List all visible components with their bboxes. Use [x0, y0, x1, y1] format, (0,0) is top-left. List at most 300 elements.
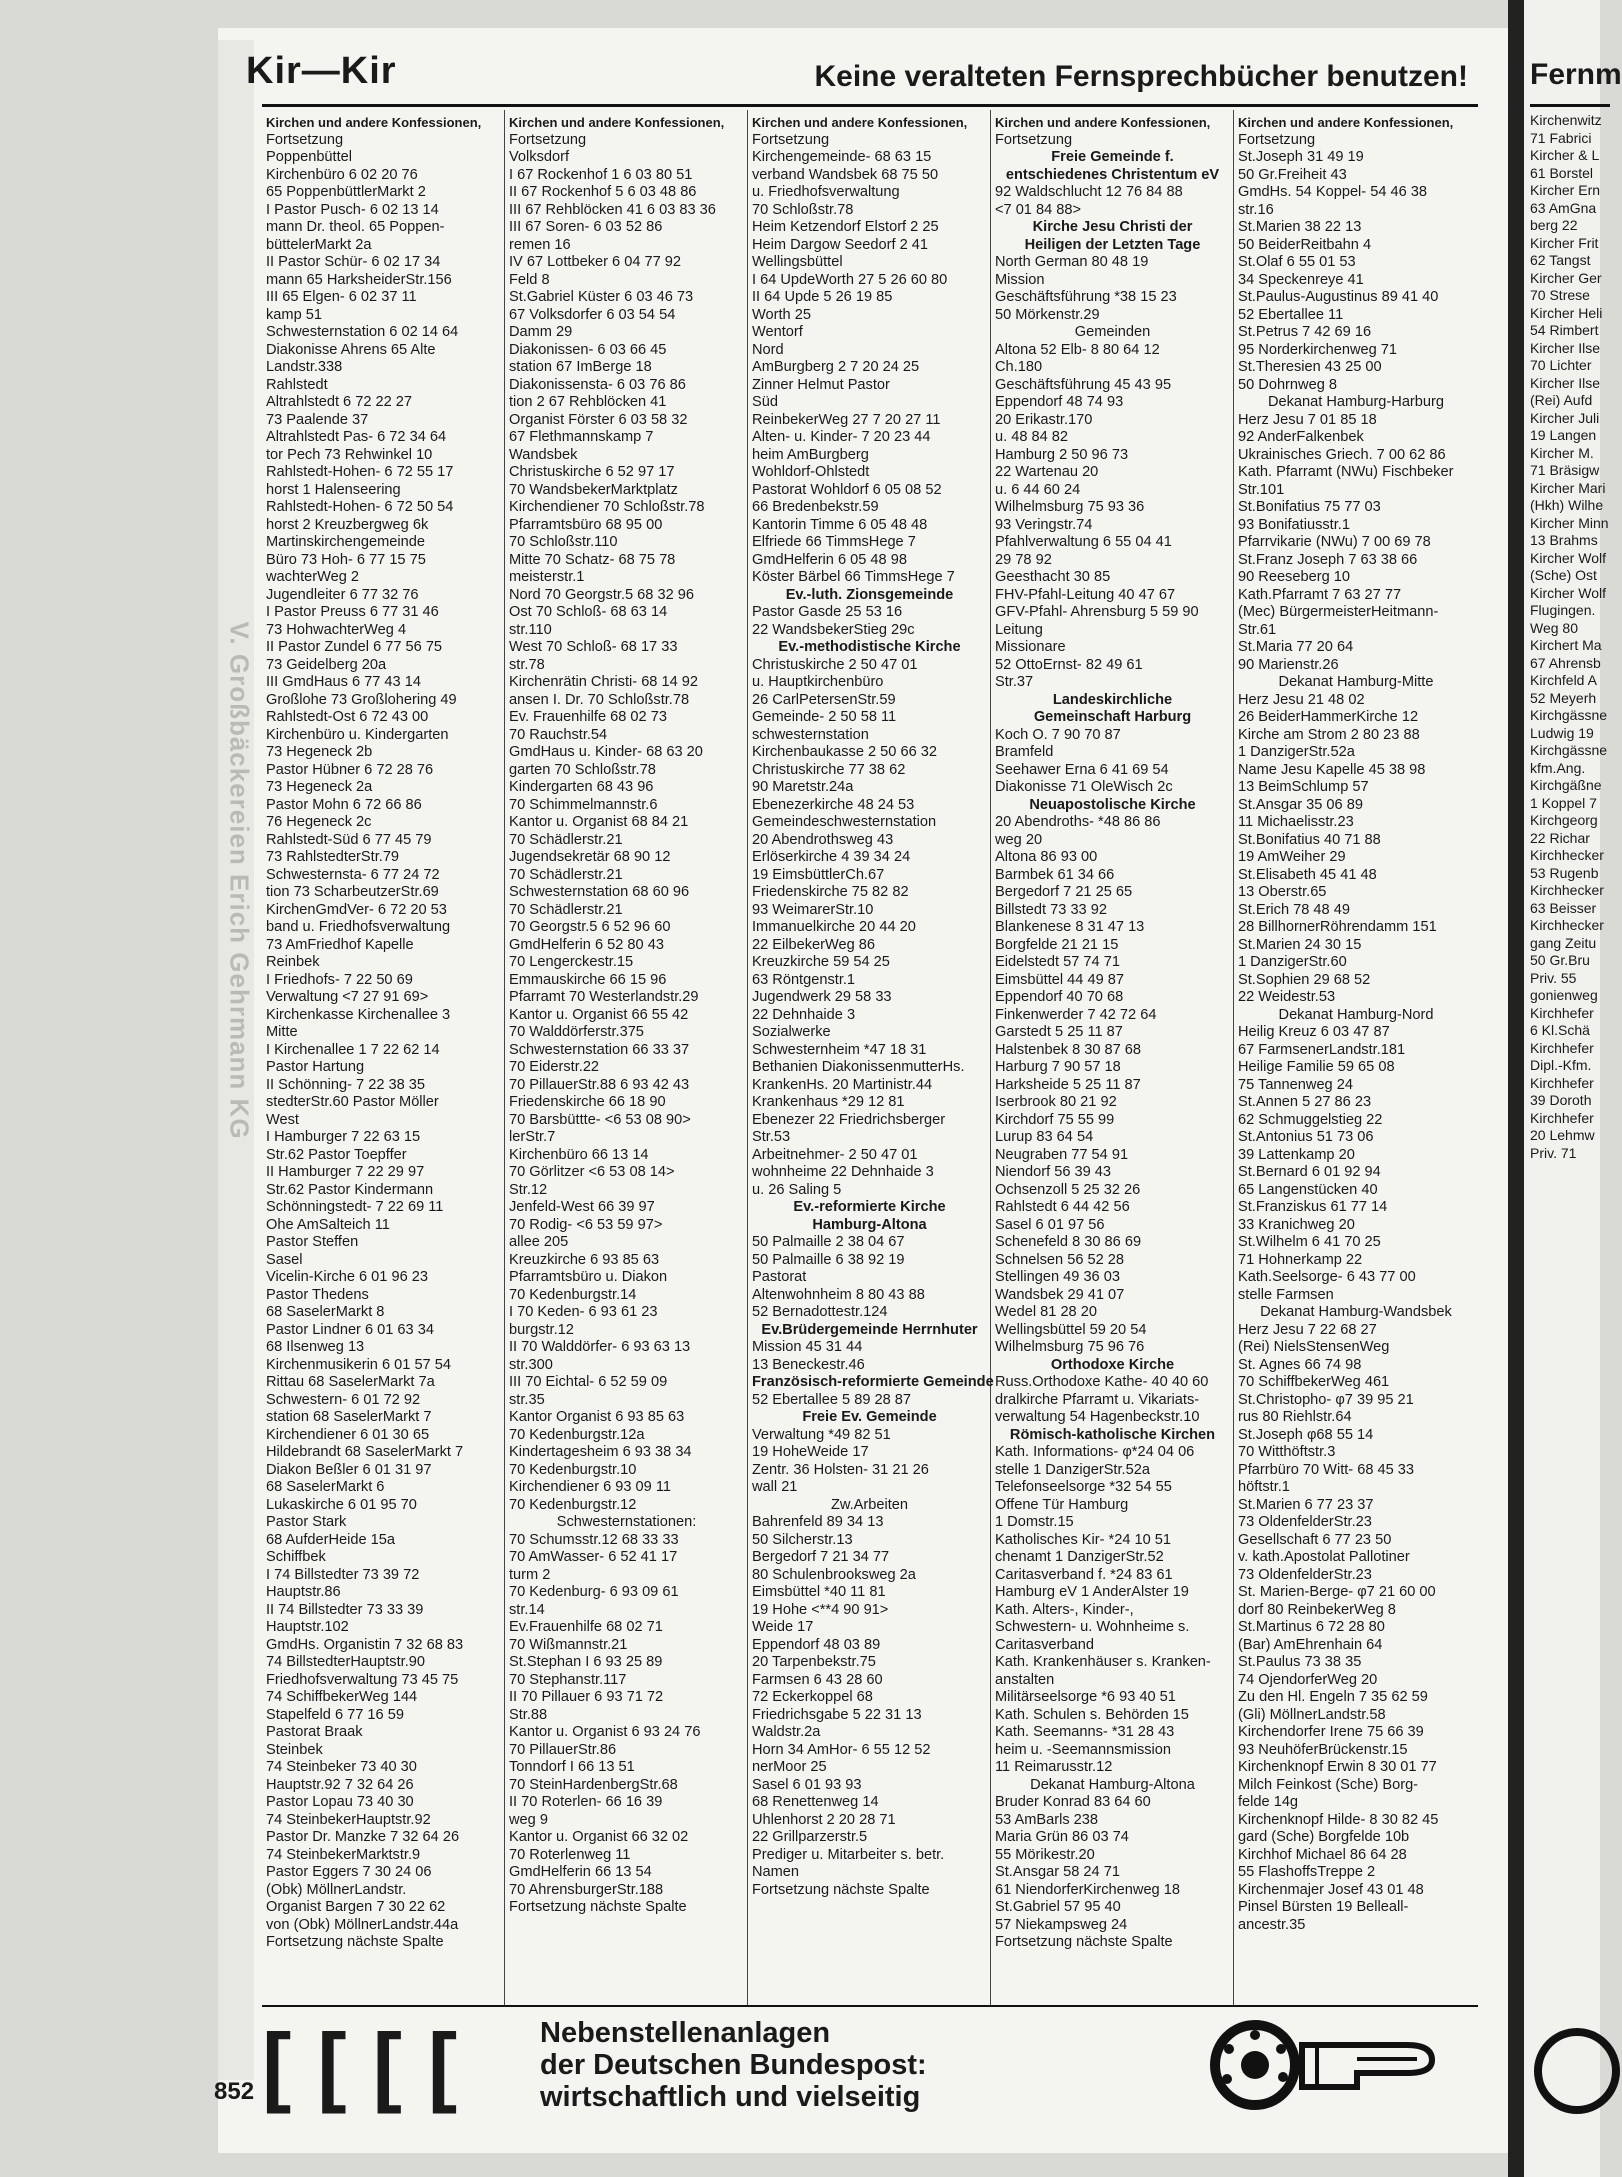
section-heading: Dekanat Hamburg-Mitte	[1278, 674, 1434, 690]
facing-page-line: 53 Rugenb	[1530, 864, 1599, 881]
listing-line: Kirche am Strom 2 80 23 88	[1238, 726, 1420, 743]
listing-line: 90 Marienstr.26	[1238, 656, 1339, 673]
listing-line: 52 Ebertallee 11	[1238, 306, 1344, 323]
listing-line: GmdHelferin 66 13 54	[509, 1864, 652, 1880]
listing-line: Christuskirche 6 52 97 17	[509, 464, 675, 480]
listing-line: Stapelfeld 6 77 16 59	[266, 1706, 404, 1723]
listing-line: Pastor Mohn 6 72 66 86	[266, 796, 422, 813]
listing-line: St.Wilhelm 6 41 70 25	[1238, 1234, 1381, 1250]
listing-line: 92 AnderFalkenbek	[1238, 429, 1364, 445]
facing-page-line: 70 Strese	[1530, 287, 1590, 303]
facing-page-line: 1 Koppel 7	[1530, 794, 1597, 811]
listing-line: stelle 1 DanzigerStr.52a	[995, 1461, 1150, 1478]
listing-line: 28 BillhornerRöhrendamm 151	[1238, 919, 1437, 935]
listing-line: Gesellschaft 6 77 23 50	[1238, 1531, 1392, 1548]
listing-line: 65 PoppenbüttlerMarkt 2	[266, 184, 426, 200]
listing-line: kamp 51	[266, 306, 322, 323]
listing-line: Schiffbek	[266, 1549, 326, 1565]
listing-line: III GmdHaus 6 77 43 14	[266, 674, 421, 690]
listing-line: 22 Dehnhaide 3	[752, 1006, 856, 1023]
listing-line: Eidelstedt 57 74 71	[995, 954, 1120, 970]
listing-line: Ebenezer 22 Friedrichsberger	[752, 1111, 946, 1128]
listing-line: St.Antonius 51 73 06	[1238, 1129, 1374, 1145]
listing-line: Kirchendiener 70 Schloßstr.78	[509, 499, 705, 515]
listing-line: Pastor Hübner 6 72 28 76	[266, 761, 434, 778]
listing-line: 70 Wißmannstr.21	[509, 1636, 628, 1653]
facing-page-line: Kircher M.	[1530, 444, 1594, 461]
listing-line: Kirchenbüro 6 02 20 76	[266, 166, 418, 183]
listing-line: Billstedt 73 33 92	[995, 901, 1107, 918]
listing-line: St.Olaf 6 55 01 53	[1238, 254, 1356, 270]
facing-page-line: 63 Beisser	[1530, 899, 1597, 916]
listing-line: Jugendleiter 6 77 32 76	[266, 586, 419, 603]
section-heading: Hamburg-Altona	[812, 1216, 927, 1233]
listing-line: II Pastor Schür- 6 02 17 34	[266, 254, 441, 270]
listing-line: 95 Norderkirchenweg 71	[1238, 341, 1397, 358]
listing-line: Kantor u. Organist 68 84 21	[509, 814, 689, 830]
listing-line: 73 OldenfelderStr.23	[1238, 1514, 1372, 1530]
listing-line: wachterWeg 2	[266, 569, 360, 585]
listing-line: 70 Görlitzer <6 53 08 14>	[509, 1164, 675, 1180]
listing-line: Alten- u. Kinder- 7 20 23 44	[752, 429, 931, 445]
listing-line: ancestr.35	[1238, 1916, 1306, 1933]
section-heading: Landeskirchliche	[1052, 691, 1173, 708]
listing-line: (Gli) MöllnerLandstr.58	[1238, 1706, 1386, 1723]
listing-line: 73 HohwachterWeg 4	[266, 621, 407, 638]
listing-line: Str.62 Pastor Kindermann	[266, 1181, 434, 1198]
listing-line: Feld 8	[509, 271, 550, 288]
listing-line: West 70 Schloß- 68 17 33	[509, 639, 678, 655]
listing-line: 93 Bonifatiusstr.1	[1238, 516, 1350, 533]
listing-line: 70 Rauchstr.54	[509, 726, 608, 743]
listing-line: 80 Schulenbrooksweg 2a	[752, 1566, 916, 1583]
listing-line: 20 Erikastr.170	[995, 411, 1093, 428]
listing-line: Ev.Frauenhilfe 68 02 71	[509, 1619, 663, 1635]
listing-line: II Hamburger 7 22 29 97	[266, 1164, 425, 1180]
listing-line: wall 21	[752, 1479, 798, 1495]
listing-line: 70 Schimmelmannstr.6	[509, 796, 658, 813]
listing-line: Ukrainisches Griech. 7 00 62 86	[1238, 446, 1446, 463]
listing-line: II Pastor Zundel 6 77 56 75	[266, 639, 443, 655]
listing-line: 13 Oberstr.65	[1238, 884, 1327, 900]
listing-line: Kirchenbaukasse 2 50 66 32	[752, 744, 937, 760]
listing-line: Süd	[752, 394, 778, 410]
listing-line: 70 PillauerStr.86	[509, 1741, 617, 1758]
listing-line: 93 WeimarerStr.10	[752, 901, 874, 918]
listing-line: Rahlstedt-Hohen- 6 72 55 17	[266, 464, 454, 480]
listing-line: Pinsel Bürsten 19 Belleall-	[1238, 1899, 1409, 1915]
listing-line: Schwestern- u. Wohnheime s.	[995, 1619, 1190, 1635]
column-heading: Kirchen und andere Konfessionen,	[266, 115, 482, 130]
facing-page-line: Kircher Ger	[1530, 269, 1602, 286]
listing-line: 70 PillauerStr.88 6 93 42 43	[509, 1076, 690, 1093]
facing-page-line: Kirchfeld A	[1530, 672, 1597, 688]
listing-line: Ohe AmSalteich 11	[266, 1216, 390, 1233]
facing-page-line: (Sche) Ost	[1530, 567, 1597, 583]
listing-line: schwesternstation	[752, 726, 869, 743]
listing-line: Gemeindeschwesternstation	[752, 814, 937, 830]
listing-line: 1 DanzigerStr.60	[1238, 954, 1347, 970]
section-heading: Orthodoxe Kirche	[1050, 1356, 1175, 1373]
rotary-phone-hand-icon	[1207, 2015, 1447, 2115]
listing-line: Fortsetzung	[509, 131, 587, 148]
listing-line: 50 Mörkenstr.29	[995, 306, 1100, 323]
facing-page-dial-icon	[1534, 2028, 1620, 2114]
listing-line: Wilhelmsburg 75 96 76	[995, 1339, 1145, 1355]
facing-page-line: Kirchhefer	[1530, 1074, 1594, 1091]
listing-line: Kantorin Timme 6 05 48 48	[752, 516, 928, 533]
listing-line: Pastorat	[752, 1269, 807, 1285]
listing-line: Rahlstedt-Ost 6 72 43 00	[266, 709, 429, 725]
listing-line: I 67 Rockenhof 1 6 03 80 51	[509, 166, 693, 183]
listing-line: Iserbrook 80 21 92	[995, 1094, 1117, 1110]
listing-line: Kath. Informations- φ*24 04 06	[995, 1444, 1195, 1460]
listing-line: Kantor u. Organist 66 55 42	[509, 1006, 689, 1023]
listing-line: 73 Geidelberg 20a	[266, 656, 387, 673]
listing-line: mann Dr. theol. 65 Poppen-	[266, 219, 445, 235]
listing-line: verband Wandsbek 68 75 50	[752, 166, 939, 183]
listing-line: 74 SchiffbekerWeg 144	[266, 1689, 418, 1705]
listing-line: allee 205	[509, 1234, 569, 1250]
listing-line: 22 Weidestr.53	[1238, 989, 1336, 1005]
listing-line: North German 80 48 19	[995, 254, 1149, 270]
listing-line: Caritasverband f. *24 83 61	[995, 1566, 1173, 1583]
listing-line: 70 Kedenburgstr.14	[509, 1286, 637, 1303]
listing-line: Zu den Hl. Engeln 7 35 62 59	[1238, 1689, 1428, 1705]
listing-line: Fortsetzung	[266, 131, 344, 148]
facing-page-line: Kirchgässne	[1530, 742, 1608, 758]
listing-line: Kirchenmajer Josef 43 01 48	[1238, 1881, 1424, 1898]
listing-line: 90 Reeseberg 10	[1238, 569, 1350, 585]
listing-line: Neugraben 77 54 91	[995, 1146, 1129, 1163]
listing-line: 70 AhrensburgerStr.188	[509, 1881, 664, 1898]
listing-line: u. 26 Saling 5	[752, 1181, 842, 1198]
listing-line: Reinbek	[266, 954, 320, 970]
listing-line: Christuskirche 2 50 47 01	[752, 656, 918, 673]
facing-page-line: 50 Gr.Bru	[1530, 952, 1590, 968]
listing-line: Wellingsbüttel	[752, 254, 843, 270]
listing-line: I 74 Billstedter 73 39 72	[266, 1566, 420, 1583]
listing-line: Weide 17	[752, 1619, 814, 1635]
listing-line: I Pastor Preuss 6 77 31 46	[266, 604, 439, 620]
facing-page-line: 71 Fabrici	[1530, 129, 1592, 146]
listing-line: Kirchenbüro 66 13 14	[509, 1146, 649, 1163]
facing-page-line: 63 AmGna	[1530, 199, 1597, 216]
listing-line: Volksdorf	[509, 149, 570, 165]
listing-line: 26 CarlPetersenStr.59	[752, 691, 896, 708]
listing-line: Hauptstr.102	[266, 1619, 349, 1635]
listing-line: GFV-Pfahl- Ahrensburg 5 59 90	[995, 604, 1199, 620]
listing-line: Organist Förster 6 03 58 32	[509, 411, 688, 428]
listing-line: Vicelin-Kirche 6 01 96 23	[266, 1269, 428, 1285]
listing-line: Diakonissen- 6 03 66 45	[509, 341, 667, 358]
listing-line: Caritasverband	[995, 1636, 1094, 1653]
listing-line: 34 Speckenreye 41	[1238, 271, 1364, 288]
listing-line: Hildebrandt 68 SaselerMarkt 7	[266, 1444, 464, 1460]
listing-line: Waldstr.2a	[752, 1724, 821, 1740]
facing-page-line: Priv. 55	[1530, 969, 1577, 986]
facing-page-line: Kircher Wolf	[1530, 584, 1606, 601]
listing-line: Schenefeld 8 30 86 69	[995, 1234, 1142, 1250]
listing-line: 55 Mörikestr.20	[995, 1846, 1095, 1863]
listing-line: Kath. Schulen s. Behörden 15	[995, 1706, 1189, 1723]
facing-page-line: Kircher & L	[1530, 147, 1600, 163]
listing-line: Pastor Lindner 6 01 63 34	[266, 1321, 434, 1338]
section-heading: Ev.-luth. Zionsgemeinde	[785, 586, 954, 603]
listing-line: Kreuzkirche 6 93 85 63	[509, 1251, 660, 1268]
facing-page-line: Kircher Minn	[1530, 514, 1609, 531]
listing-line: III 65 Elgen- 6 02 37 11	[266, 289, 417, 305]
listing-line: Katholisches Kir- *24 10 51	[995, 1531, 1172, 1548]
listing-line: St.Paulus-Augustinus 89 41 40	[1238, 289, 1439, 305]
listing-line: felde 14g	[1238, 1794, 1299, 1810]
listing-line: Fortsetzung nächste Spalte	[752, 1881, 930, 1898]
listing-line: Hauptstr.86	[266, 1584, 341, 1600]
listing-line: Rahlstedt	[266, 376, 328, 393]
listing-line: GmdHs. 54 Koppel- 54 46 38	[1238, 184, 1428, 200]
listing-line: 70 Walddörferstr.375	[509, 1024, 644, 1040]
listing-line: Sozialwerke	[752, 1024, 831, 1040]
listing-line: Ost 70 Schloß- 68 63 14	[509, 604, 668, 620]
listing-line: St.Franziskus 61 77 14	[1238, 1199, 1388, 1215]
listing-line: Kirchhof Michael 86 64 28	[1238, 1846, 1407, 1863]
listing-line: Rahlstedt-Süd 6 77 45 79	[266, 831, 432, 848]
listing-line: Heim Dargow Seedorf 2 41	[752, 236, 929, 253]
listing-line: Str.37	[995, 674, 1034, 690]
listing-line: Jugendsekretär 68 90 12	[509, 849, 671, 865]
listing-line: Kath.Seelsorge- 6 43 77 00	[1238, 1269, 1416, 1285]
listing-line: Friedenskirche 75 82 82	[752, 884, 909, 900]
column-heading: Kirchen und andere Konfessionen,	[1238, 115, 1454, 130]
listing-line: Schwesternstation 6 02 14 64	[266, 324, 459, 340]
listing-line: 70 Schloßstr.78	[752, 201, 854, 218]
listing-line: burgstr.12	[509, 1321, 574, 1338]
listing-line: 70 Georgstr.5 6 52 96 60	[509, 919, 671, 935]
listing-line: Horn 34 AmHor- 6 55 12 52	[752, 1741, 931, 1758]
listing-line: AmBurgberg 2 7 20 24 25	[752, 359, 920, 375]
listing-line: Garstedt 5 25 11 87	[995, 1024, 1123, 1040]
listing-line: Offene Tür Hamburg	[995, 1496, 1129, 1513]
listing-line: Halstenbek 8 30 87 68	[995, 1041, 1142, 1058]
listing-line: St. Marien-Berge- φ7 21 60 00	[1238, 1584, 1436, 1600]
listing-line: Herz Jesu 21 48 02	[1238, 691, 1365, 708]
listing-line: str.78	[509, 656, 545, 673]
listing-line: chenamt 1 DanzigerStr.52	[995, 1549, 1164, 1565]
listing-line: Eimsbüttel 44 49 87	[995, 971, 1124, 988]
listing-line: St.Sophien 29 68 52	[1238, 971, 1371, 988]
listing-line: 70 Witthöftstr.3	[1238, 1444, 1336, 1460]
listing-line: Harburg 7 90 57 18	[995, 1059, 1121, 1075]
listing-line: nerMoor 25	[752, 1759, 827, 1775]
listing-line: 13 BeimSchlump 57	[1238, 779, 1369, 795]
listing-line: 33 Kranichweg 20	[1238, 1216, 1355, 1233]
listing-line: mann 65 HarksheiderStr.156	[266, 271, 452, 288]
listing-line: Kirchenmusikerin 6 01 57 54	[266, 1356, 451, 1373]
listing-line: II Schönning- 7 22 38 35	[266, 1076, 426, 1093]
listing-line: 57 Niekampsweg 24	[995, 1916, 1128, 1933]
listing-line: tor Pech 73 Rehwinkel 10	[266, 446, 433, 463]
listing-line: Russ.Orthodoxe Kathe- 40 40 60	[995, 1374, 1209, 1390]
listing-line: u. 6 44 60 24	[995, 481, 1081, 498]
listing-line: 70 Schädlerstr.21	[509, 866, 623, 883]
listing-line: Geschäftsführung 45 43 95	[995, 376, 1172, 393]
listing-line: rus 80 Riehlstr.64	[1238, 1409, 1352, 1425]
listing-line: Fortsetzung nächste Spalte	[266, 1934, 444, 1950]
listing-line: Bramfeld	[995, 744, 1054, 760]
facing-page-line: Kircher Heli	[1530, 304, 1603, 321]
listing-line: <7 01 84 88>	[995, 201, 1082, 218]
listing-line: Name Jesu Kapelle 45 38 98	[1238, 761, 1426, 778]
listing-line: II 74 Billstedter 73 33 39	[266, 1601, 424, 1618]
listing-line: Hauptstr.92 7 32 64 26	[266, 1776, 414, 1793]
facing-page-line: (Rei) Aufd	[1530, 392, 1593, 408]
bundespost-advertisement	[262, 2015, 1478, 2115]
section-heading: Ev.-reformierte Kirche	[793, 1199, 946, 1215]
facing-page-line: Kirchhefer	[1530, 1109, 1594, 1126]
listing-line: (Obk) MöllnerLandstr.	[266, 1881, 407, 1898]
listing-line: Harksheide 5 25 11 87	[995, 1076, 1141, 1093]
listing-line: ansen I. Dr. 70 Schloßstr.78	[509, 691, 690, 708]
listing-line: anstalten	[995, 1671, 1055, 1688]
section-heading: Ev.Brüdergemeinde Herrnhuter	[761, 1321, 978, 1338]
listing-line: Ochsenzoll 5 25 32 26	[995, 1181, 1141, 1198]
listing-line: 74 SteinbekerHauptstr.92	[266, 1811, 431, 1828]
listing-line: Diakonisse Ahrens 65 Alte	[266, 341, 436, 358]
listing-line: St.Bonifatius 75 77 03	[1238, 499, 1381, 515]
listing-line: III 67 Rehblöcken 41 6 03 83 36	[509, 201, 716, 218]
facing-page-line: Kirchert Ma	[1530, 637, 1602, 653]
listing-line: 73 Hegeneck 2b	[266, 744, 373, 760]
listing-line: Pastor Thedens	[266, 1286, 369, 1303]
listing-line: Seehawer Erna 6 41 69 54	[995, 761, 1169, 778]
listing-line: Wohldorf-Ohlstedt	[752, 464, 870, 480]
listing-line: Wedel 81 28 20	[995, 1304, 1097, 1320]
facing-page-line: 20 Lehmw	[1530, 1127, 1595, 1143]
facing-page-line: 70 Lichter	[1530, 357, 1592, 373]
listing-line: 22 Grillparzerstr.5	[752, 1829, 868, 1845]
listing-line: Geesthacht 30 85	[995, 569, 1111, 585]
facing-page-line: Kircher Juli	[1530, 409, 1600, 426]
listing-line: lerStr.7	[509, 1129, 556, 1145]
listing-line: horst 2 Kreuzbergweg 6k	[266, 516, 429, 533]
listing-line: 65 Langenstücken 40	[1238, 1181, 1378, 1198]
listing-line: 74 OjendorferWeg 20	[1238, 1671, 1378, 1688]
section-heading: Zw.Arbeiten	[830, 1496, 909, 1513]
column-heading: Kirchen und andere Konfessionen,	[509, 115, 725, 130]
listing-line: Rahlstedt-Hohen- 6 72 50 54	[266, 499, 454, 515]
listing-line: 20 Abendrothsweg 43	[752, 831, 894, 848]
listing-line: 70 WandsbekerMarktplatz	[509, 481, 678, 498]
listing-line: 70 Eiderstr.22	[509, 1059, 600, 1075]
listing-line: Pastor Eggers 7 30 24 06	[266, 1864, 432, 1880]
listing-line: Martinskirchengemeinde	[266, 534, 425, 550]
listing-line: Pastor Dr. Manzke 7 32 64 26	[266, 1829, 460, 1845]
listing-line: 11 Michaelisstr.23	[1238, 814, 1354, 830]
facing-page-line: gonienweg	[1530, 987, 1598, 1003]
listing-line: 70 Kedenburg- 6 93 09 61	[509, 1584, 679, 1600]
listing-line: Pastorat Wohldorf 6 05 08 52	[752, 481, 942, 498]
listing-line: Prediger u. Mitarbeiter s. betr.	[752, 1846, 945, 1863]
listing-line: Großlohe 73 Großlohering 49	[266, 691, 457, 708]
listing-line: KrankenHs. 20 Martinistr.44	[752, 1076, 933, 1093]
listing-line: wohnheime 22 Dehnhaide 3	[752, 1164, 934, 1180]
listing-line: Bahrenfeld 89 34 13	[752, 1514, 884, 1530]
listing-line: Erlöserkirche 4 39 34 24	[752, 849, 911, 865]
listing-line: Pastor Steffen	[266, 1234, 359, 1250]
listing-line: Kirchenkasse Kirchenallee 3	[266, 1006, 451, 1023]
column-heading: Kirchen und andere Konfessionen,	[752, 115, 968, 130]
listing-line: 70 Schädlerstr.21	[509, 831, 623, 848]
listing-line: meisterstr.1	[509, 569, 585, 585]
listing-line: Landstr.338	[266, 359, 343, 375]
facing-page-line: 22 Richar	[1530, 829, 1590, 846]
advertisement-line-2: der Deutschen Bundespost:	[540, 2049, 927, 2081]
listing-line: GmdHaus u. Kinder- 68 63 20	[509, 744, 703, 760]
facing-page-line: Kirchhefer	[1530, 1039, 1594, 1056]
listing-line: Kath. Pfarramt (NWu) Fischbeker	[1238, 464, 1454, 480]
listing-line: str.16	[1238, 201, 1274, 218]
listing-line: Kath. Krankenhäuser s. Kranken-	[995, 1654, 1211, 1670]
listing-line: St.Petrus 7 42 69 16	[1238, 324, 1372, 340]
listing-line: IV 67 Lottbeker 6 04 77 92	[509, 254, 682, 270]
listing-line: Diakon Beßler 6 01 31 97	[266, 1461, 432, 1478]
facing-page-line: Kirchhecker	[1530, 882, 1604, 898]
listing-line: St. Agnes 66 74 98	[1238, 1356, 1362, 1373]
listing-line: Str.12	[509, 1181, 548, 1198]
listing-line: Zinner Helmut Pastor	[752, 376, 890, 393]
facing-page-line: 6 Kl.Schä	[1530, 1022, 1590, 1038]
listing-line: 92 Waldschlucht 12 76 84 88	[995, 184, 1183, 200]
listing-line: Schwesternsta- 6 77 24 72	[266, 866, 440, 883]
listing-line: 13 Beneckestr.46	[752, 1356, 865, 1373]
listing-line: 50 Palmaille 6 38 92 19	[752, 1251, 905, 1268]
listing-line: Schnelsen 56 52 28	[995, 1251, 1125, 1268]
listing-line: 19 EimsbüttlerCh.67	[752, 866, 885, 883]
listing-line: Str.88	[509, 1706, 548, 1723]
listing-line: tion 73 ScharbeutzerStr.69	[266, 884, 439, 900]
section-heading: Ev.-methodistische Kirche	[778, 639, 961, 655]
listing-line: St.Joseph 31 49 19	[1238, 149, 1364, 165]
listing-line: Pfahlverwaltung 6 55 04 41	[995, 534, 1172, 550]
listing-line: 19 Hohe <**4 90 91>	[752, 1601, 889, 1618]
listing-line: 19 AmWeiher 29	[1238, 849, 1346, 865]
listing-line: Sasel	[266, 1251, 303, 1268]
listing-columns	[262, 110, 1478, 2005]
listing-line: Ebenezerkirche 48 24 53	[752, 796, 915, 813]
listing-line: str.14	[509, 1601, 545, 1618]
listing-line: Pfarramt 70 Westerlandstr.29	[509, 989, 699, 1005]
listing-line: (Mec) BürgermeisterHeitmann-	[1238, 604, 1439, 620]
listing-line: Emmauskirche 66 15 96	[509, 971, 667, 988]
listing-line: Fortsetzung	[752, 131, 830, 148]
listing-line: Fortsetzung	[995, 131, 1073, 148]
column-1	[262, 110, 505, 2005]
listing-line: St.Bonifatius 40 71 88	[1238, 831, 1381, 848]
listing-line: GmdHelferin 6 05 48 98	[752, 551, 907, 568]
listing-line: Altrahlstedt Pas- 6 72 34 64	[266, 429, 447, 445]
listing-line: Heilige Familie 59 65 08	[1238, 1059, 1395, 1075]
listing-line: Niendorf 56 39 43	[995, 1164, 1112, 1180]
listing-line: Finkenwerder 7 42 72 64	[995, 1006, 1157, 1023]
listing-line: Schwestern- 6 01 72 92	[266, 1391, 421, 1408]
section-heading: Dekanat Hamburg-Harburg	[1267, 394, 1445, 410]
section-heading: Gemeinden	[1074, 324, 1151, 340]
facing-page-line: Kirchhecker	[1530, 917, 1604, 933]
listing-line: 50 Silcherstr.13	[752, 1531, 853, 1548]
listing-line: 22 EilbekerWeg 86	[752, 936, 876, 953]
listing-line: Pastor Lopau 73 40 30	[266, 1794, 414, 1810]
listing-line: 55 FlashoffsTreppe 2	[1238, 1864, 1376, 1880]
